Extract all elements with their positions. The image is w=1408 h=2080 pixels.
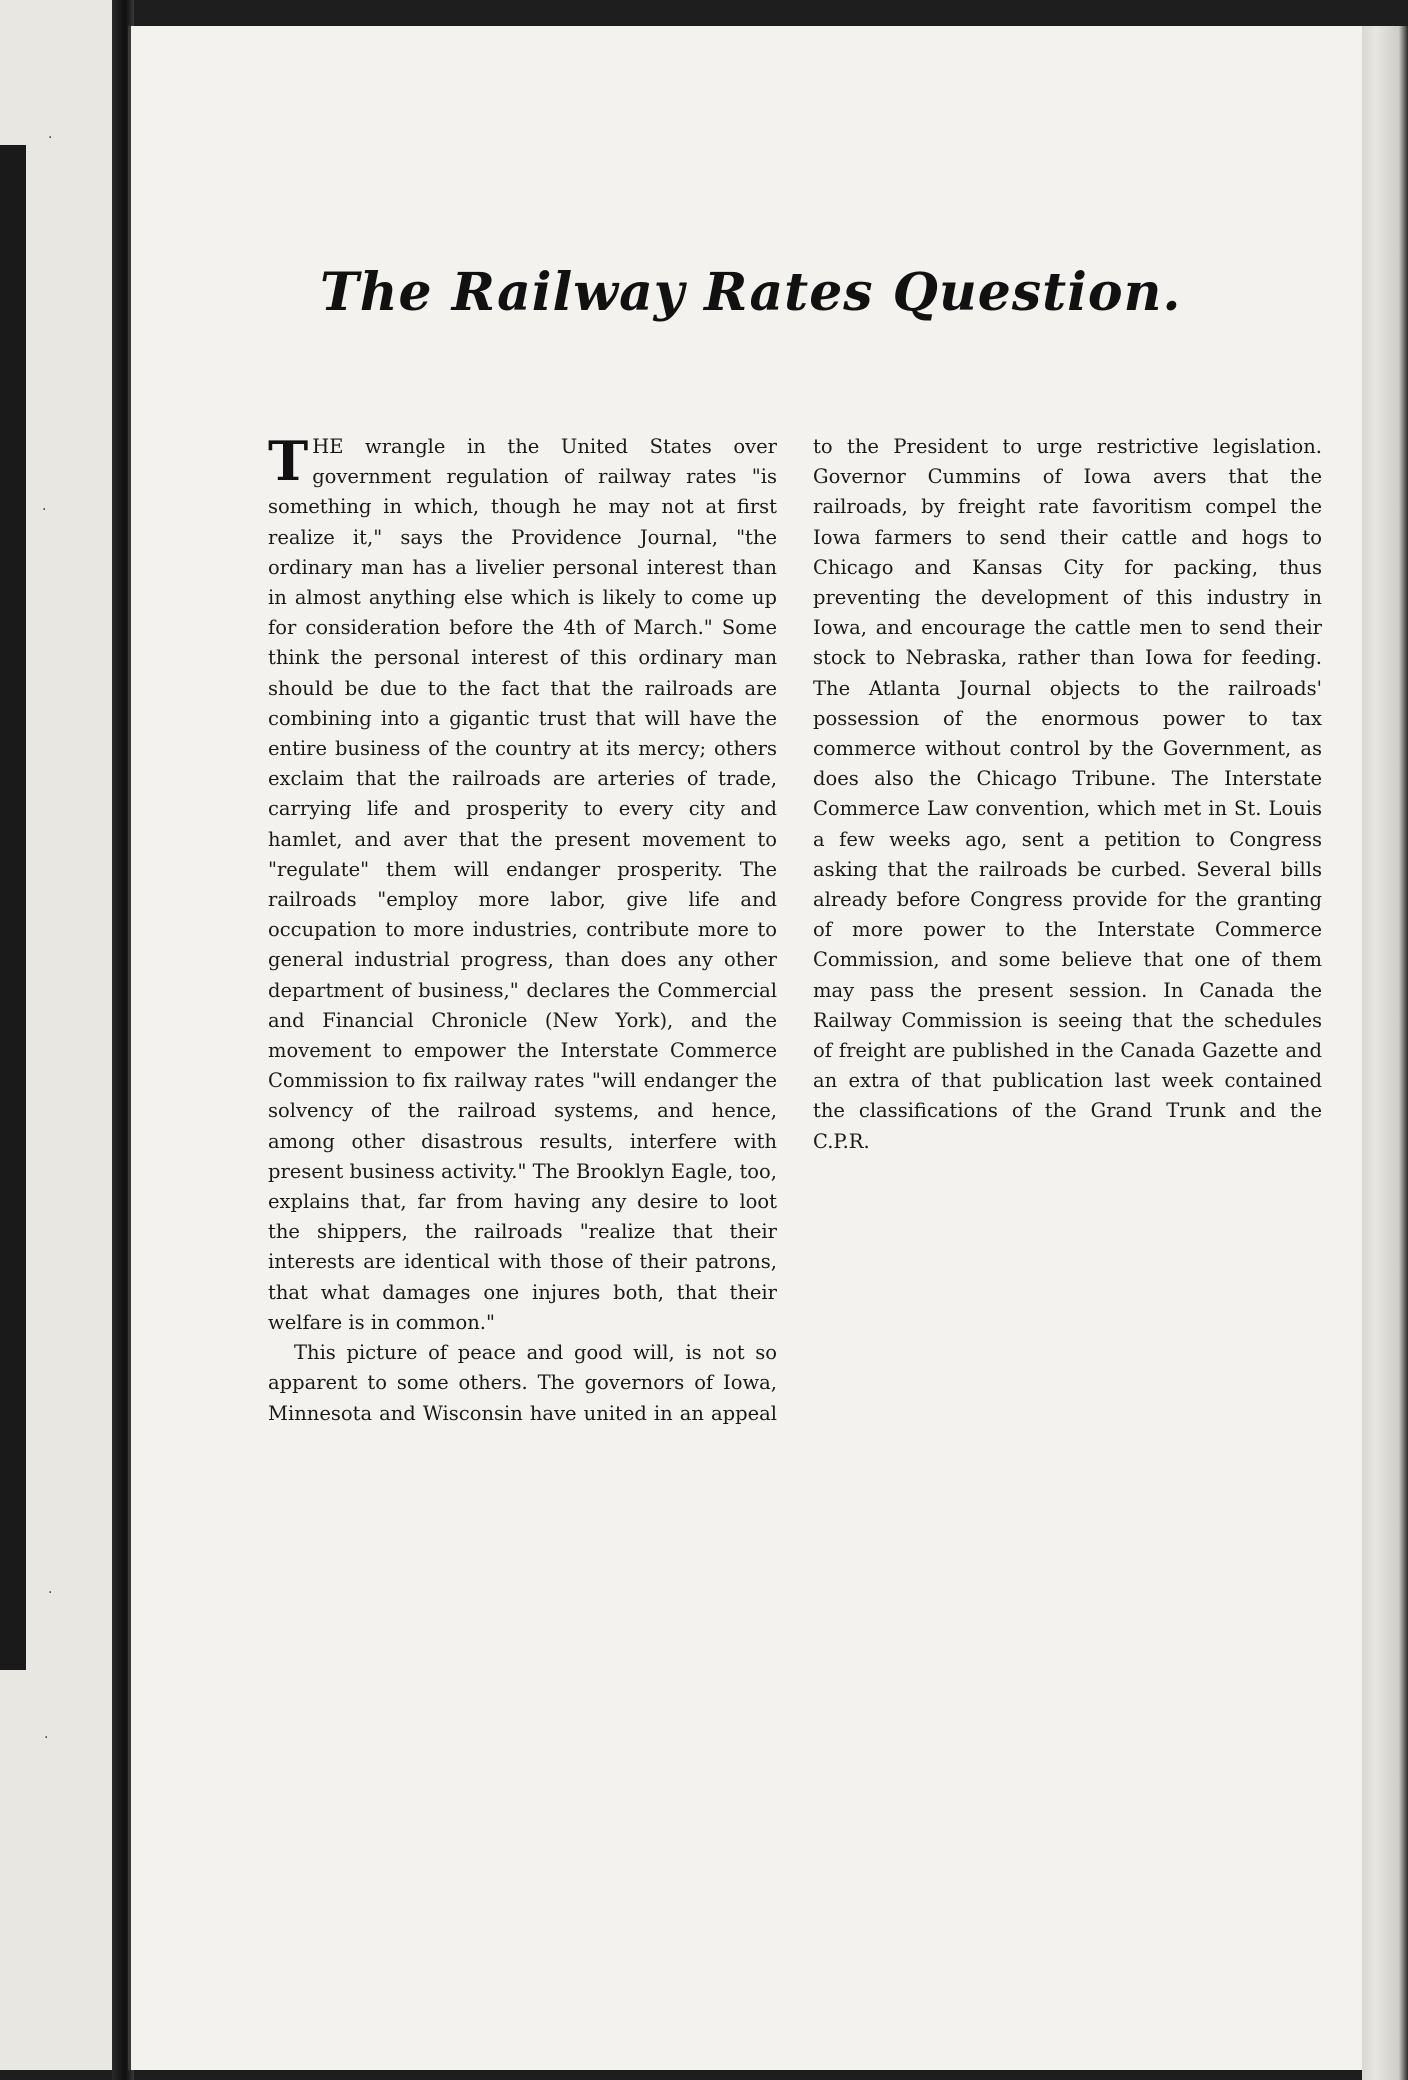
paragraph-1-text: HE wrangle in the United States over government regulation of railway rates "is something in which, though he may not at first realize it," says the Providence Journal, "the ordinary man has a livelier personal interest than in almost anything else which is likely to come up for consideration before the 4th of March." Some think the personal interest of this ordinary man should be due to the fact that the railroads are combining into a gigantic trust that will have the entire business of the country at its mercy; others exclaim that the railroads are arteries of trade, carrying life and prosperity to every city and hamlet, and aver that the present movement to "regulate" them will endanger prosperity. The railroads "employ more labor, give life and occupation to more industries, contribute more to general industrial progress, than does any other department of business," declares the Commercial and Financial Chronicle (New York), and the movement to empower the Interstate Commerce Commission to fix railway rates "will endanger the solvency of the railroad systems, and hence, among other disastrous results, interfere with present business activity." The Brooklyn Eagle, too, explains that, far from having any desire to loot the shippers, the railroads "realize that their interests are identical with those of their patrons, that what damages one injures both, that their welfare is in common." bbox=[268, 435, 777, 1334]
facing-page-speck: · bbox=[44, 1730, 49, 1746]
article-body bbox=[268, 429, 1322, 1452]
article-title: The Railway Rates Question. bbox=[320, 262, 1182, 323]
drop-cap: T bbox=[268, 429, 309, 493]
facing-page-speck: · bbox=[48, 1585, 53, 1601]
facing-page-edge bbox=[0, 0, 122, 2070]
facing-page-speck: · bbox=[48, 130, 53, 146]
page-edge-right bbox=[1362, 26, 1408, 2080]
facing-page-speck: · bbox=[42, 502, 47, 518]
article-paragraph-2: This picture of peace and good will, is not so apparent to some others. The governors of Iowa, Minnesota and Wisconsin have united in an appeal to the President to urge restrictive legislation. Governor Cummins of Iowa avers that the railroads, by freight rate favoritism compel the Iowa farmers to send their cattle and hogs to Chicago and Kansas City for packing, thus preventing the development of this industry in Iowa, and encourage the cattle men to send their stock to Nebraska, rather than Iowa for feeding. The Atlanta Journal objects to the railroads' possession of the enormous power to tax commerce without control by the Government, as does also the Chicago Tribune. The Interstate Commerce Law convention, which met in St. Louis a few weeks ago, sent a petition to Congress asking that the railroads be curbed. Several bills already before Congress provide for the granting of more power to the Interstate Commerce Commission, and some believe that one of them may pass the present session. In Canada the Railway Commission is seeing that the schedules of freight are published in the Canada Gazette and an extra of that publication last week contained the classifications of the Grand Trunk and the C.P.R. bbox=[268, 435, 1322, 1425]
article-paragraph-1 bbox=[268, 429, 777, 1338]
facing-page-image-block bbox=[0, 145, 26, 1670]
